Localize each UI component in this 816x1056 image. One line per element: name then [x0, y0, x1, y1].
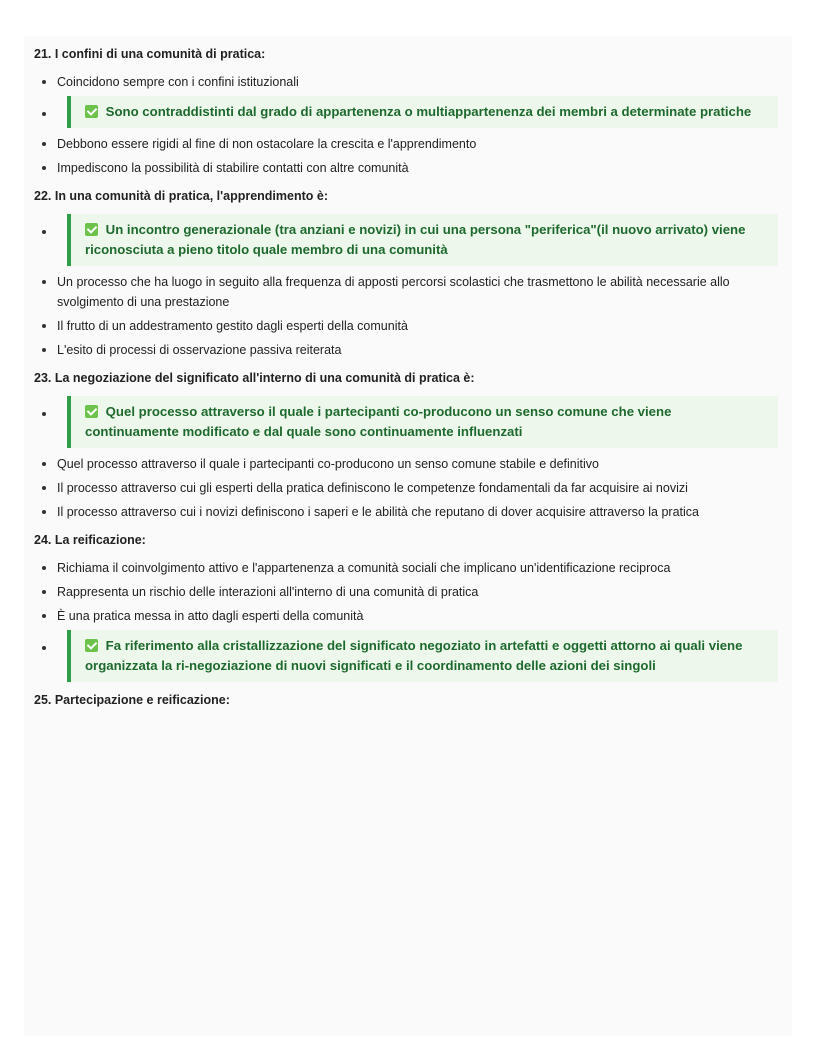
answer-text: L'esito di processi di osservazione passiva reiterata	[57, 343, 342, 357]
correct-answer-highlight	[67, 630, 778, 682]
bullet-dot	[42, 614, 46, 618]
answer-item	[34, 558, 792, 578]
answer-text: Fa riferimento alla cristallizzazione del significato negoziato in artefatti e oggetti attorno ai quali viene organizzata la ri-negoziazione di nuovi significati e il coordinamento delle azioni dei singoli	[85, 638, 743, 673]
question-block	[34, 46, 792, 178]
bullet-dot	[42, 486, 46, 490]
question-block	[34, 370, 792, 522]
check-box-icon	[85, 405, 98, 418]
answer-item	[34, 272, 792, 312]
answer-item	[34, 582, 792, 602]
question-block	[34, 532, 792, 682]
bullet-dot	[42, 280, 46, 284]
answer-text: Un incontro generazionale (tra anziani e novizi) in cui una persona "periferica"(il nuovo arrivato) viene riconosciuta a pieno titolo quale membro di una comunità	[85, 222, 746, 257]
bullet-dot	[42, 324, 46, 328]
question-title: 25. Partecipazione e reificazione:	[34, 693, 230, 707]
answer-list	[34, 72, 792, 178]
answer-text: Richiama il coinvolgimento attivo e l'appartenenza a comunità sociali che implicano un'identificazione reciproca	[57, 561, 671, 575]
bullet-dot	[42, 646, 46, 650]
bullet-dot	[42, 166, 46, 170]
answer-item	[34, 316, 792, 336]
question-title: 23. La negoziazione del significato all'interno di una comunità di pratica è:	[34, 371, 475, 385]
question-title: 22. In una comunità di pratica, l'apprendimento è:	[34, 189, 328, 203]
correct-answer-highlight	[67, 96, 778, 128]
bullet-dot	[42, 142, 46, 146]
bullet-dot	[42, 348, 46, 352]
bullet-dot	[42, 230, 46, 234]
bullet-dot	[42, 462, 46, 466]
answer-text: Il frutto di un addestramento gestito dagli esperti della comunità	[57, 319, 408, 333]
answer-text: Il processo attraverso cui gli esperti della pratica definiscono le competenze fondamentali da far acquisire ai novizi	[57, 481, 688, 495]
answer-text: Quel processo attraverso il quale i partecipanti co-producono un senso comune stabile e definitivo	[57, 457, 599, 471]
question-title: 24. La reificazione:	[34, 533, 146, 547]
question-block	[34, 692, 792, 709]
check-box-icon	[85, 223, 98, 236]
answer-list	[34, 214, 792, 360]
answer-text: Un processo che ha luogo in seguito alla frequenza di apposti percorsi scolastici che trasmettono le abilità necessarie allo svolgimento di una prestazione	[57, 275, 730, 309]
answer-item	[34, 158, 792, 178]
answer-text: Debbono essere rigidi al fine di non ostacolare la crescita e l'apprendimento	[57, 137, 477, 151]
correct-answer-highlight	[67, 214, 778, 266]
answer-item	[34, 502, 792, 522]
correct-answer-item	[34, 396, 792, 448]
bullet-dot	[42, 412, 46, 416]
answer-item	[34, 134, 792, 154]
correct-answer-highlight	[67, 396, 778, 448]
answer-text: È una pratica messa in atto dagli esperti della comunità	[57, 609, 364, 623]
answer-item	[34, 340, 792, 360]
quiz-question-list	[34, 46, 792, 709]
correct-answer-item	[34, 214, 792, 266]
quiz-sheet	[24, 36, 792, 1036]
bullet-dot	[42, 112, 46, 116]
check-box-icon	[85, 105, 98, 118]
bullet-dot	[42, 510, 46, 514]
bullet-dot	[42, 590, 46, 594]
question-title: 21. I confini di una comunità di pratica:	[34, 47, 266, 61]
answer-text: Il processo attraverso cui i novizi definiscono i saperi e le abilità che reputano di dover acquisire attraverso la pratica	[57, 505, 699, 519]
answer-list	[34, 558, 792, 682]
answer-text: Impediscono la possibilità di stabilire contatti con altre comunità	[57, 161, 409, 175]
answer-item	[34, 606, 792, 626]
check-box-icon	[85, 639, 98, 652]
bullet-dot	[42, 80, 46, 84]
answer-text: Coincidono sempre con i confini istituzionali	[57, 75, 299, 89]
correct-answer-item	[34, 630, 792, 682]
bullet-dot	[42, 566, 46, 570]
answer-text: Sono contraddistinti dal grado di appartenenza o multiappartenenza dei membri a determinate pratiche	[105, 104, 752, 119]
answer-item	[34, 478, 792, 498]
question-block	[34, 188, 792, 360]
answer-item	[34, 454, 792, 474]
answer-list	[34, 396, 792, 522]
correct-answer-item	[34, 96, 792, 128]
answer-text: Quel processo attraverso il quale i partecipanti co-producono un senso comune che viene continuamente modificato e dal quale sono continuamente influenzati	[85, 404, 672, 439]
answer-text: Rappresenta un rischio delle interazioni all'interno di una comunità di pratica	[57, 585, 479, 599]
answer-item	[34, 72, 792, 92]
